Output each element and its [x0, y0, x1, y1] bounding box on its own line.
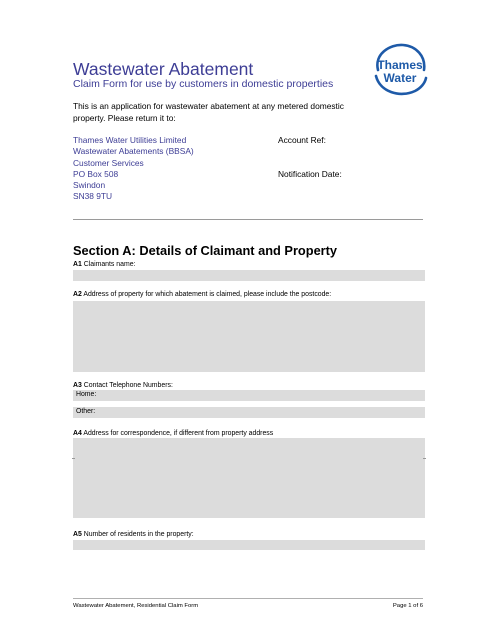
section-a-title: Section A: Details of Claimant and Property	[73, 243, 338, 258]
a4-number: A4	[73, 430, 82, 437]
a5-text: Number of residents in the property:	[83, 531, 194, 538]
notification-date-label: Notification Date:	[278, 169, 342, 179]
intro-text: This is an application for wastewater abatement at any metered domestic property. Please return it to:	[73, 101, 344, 123]
a1-number: A1	[73, 261, 82, 268]
form-title: Wastewater Abatement	[73, 59, 254, 79]
logo-line-2: Water	[383, 71, 417, 85]
field-marker	[72, 458, 75, 459]
other-phone-field[interactable]	[73, 407, 425, 418]
property-address-field[interactable]	[73, 301, 425, 372]
a5-label	[73, 531, 194, 538]
a3-number: A3	[73, 382, 82, 389]
a4-label	[73, 430, 273, 437]
a3-text: Contact Telephone Numbers:	[83, 382, 173, 389]
footer-page-number: Page 1 of 6	[392, 603, 423, 609]
return-address	[73, 135, 194, 203]
home-phone-label: Home:	[76, 391, 97, 398]
a1-text: Claimants name:	[83, 261, 136, 268]
a4-text: Address for correspondence, if different from property address	[83, 430, 274, 437]
footer-document-name: Wastewater Abatement, Residential Claim Form	[73, 603, 199, 609]
footer-divider	[73, 598, 423, 599]
thames-water-logo	[370, 40, 430, 98]
address-line: Customer Services	[73, 157, 144, 168]
logo-line-1: Thames	[377, 58, 423, 72]
field-marker	[423, 458, 426, 459]
account-ref-label: Account Ref:	[278, 135, 326, 145]
a2-number: A2	[73, 291, 82, 298]
address-line: Thames Water Utilities Limited	[73, 135, 187, 145]
address-line: PO Box 508	[73, 168, 119, 179]
a2-text: Address of property for which abatement is claimed, please include the postcode:	[83, 291, 332, 298]
a3-label	[73, 382, 173, 389]
address-line: SN38 9TU	[73, 191, 113, 202]
a5-number: A5	[73, 531, 82, 538]
home-phone-field[interactable]	[73, 390, 425, 401]
header-divider	[73, 219, 423, 220]
form-subtitle: Claim Form for use by customers in domestic properties	[73, 78, 334, 90]
correspondence-address-field[interactable]	[73, 438, 425, 518]
other-phone-label: Other:	[76, 408, 96, 415]
residents-count-field[interactable]	[73, 540, 425, 550]
a2-label	[73, 291, 331, 298]
address-line: Swindon	[73, 180, 106, 191]
claimant-name-field[interactable]	[73, 270, 425, 281]
address-line: Wastewater Abatements (BBSA)	[73, 146, 194, 157]
a1-label	[73, 261, 135, 268]
